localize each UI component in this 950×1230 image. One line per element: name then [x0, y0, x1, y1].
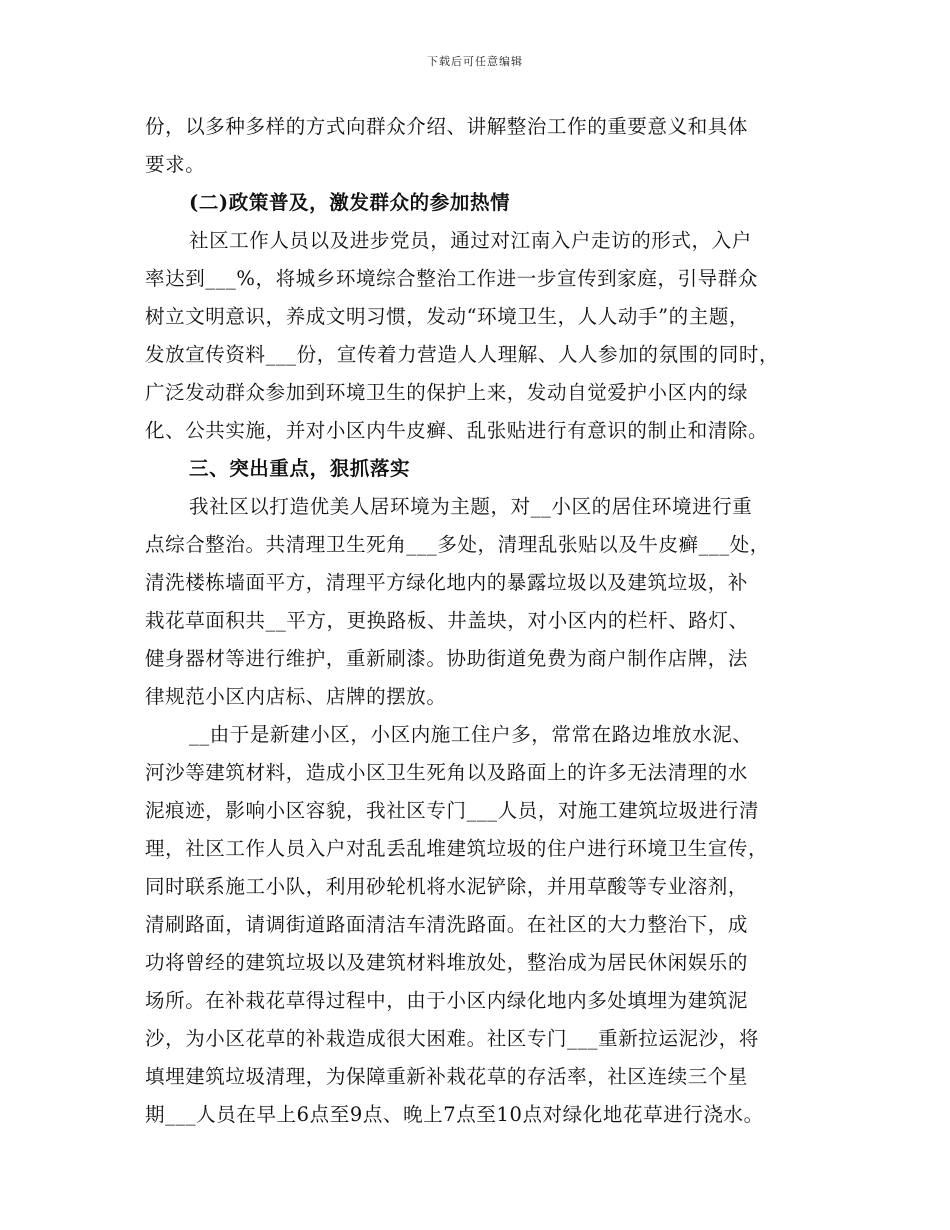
paragraph-line: 填埋建筑垃圾清理，为保障重新补栽花草的存活率，社区连续三个星	[145, 1065, 749, 1088]
paragraph-line: 发放宣传资料___份，宣传着力营造人人理解、人人参加的氛围的同时，	[145, 343, 780, 366]
paragraph-line: 功将曾经的建筑垃圾以及建筑材料堆放处，整治成为居民休闲娱乐的	[145, 951, 749, 974]
paragraph-line: 理，社区工作人员入户对乱丢乱堆建筑垃圾的住户进行环境卫生宣传，	[145, 837, 769, 860]
paragraph-line: 栽花草面积共__平方，更换路板、井盖块，对小区内的栏杆、路灯、	[145, 609, 749, 632]
section-heading: (二)政策普及，激发群众的参加热情	[189, 191, 511, 214]
paragraph-line: 律规范小区内店标、店牌的摆放。	[145, 685, 447, 708]
paragraph-line: 健身器材等进行维护，重新刷漆。协助街道免费为商户制作店牌，法	[145, 647, 749, 670]
paragraph-line: 率达到___%，将城乡环境综合整治工作进一步宣传到家庭，引导群众	[145, 267, 758, 290]
page-header: 下载后可任意编辑	[427, 55, 523, 68]
paragraph-line: 河沙等建筑材料，造成小区卫生死角以及路面上的许多无法清理的水	[145, 761, 749, 784]
paragraph-line: 社区工作人员以及进步党员，通过对江南入户走访的形式，入户	[189, 229, 752, 252]
paragraph-line: 树立文明意识，养成文明习惯，发动“环境卫生，人人动手”的主题，	[145, 305, 750, 328]
paragraph-line: 清刷路面，请调街道路面清洁车清洗路面。在社区的大力整治下，成	[145, 913, 749, 936]
paragraph-line: 点综合整治。共清理卫生死角___多处，清理乱张贴以及牛皮癣___处，	[145, 533, 770, 556]
paragraph-line: 场所。在补栽花草得过程中，由于小区内绿化地内多处填埋为建筑泥	[145, 989, 749, 1012]
paragraph-line: 要求。	[145, 153, 206, 176]
paragraph-line: 化、公共实施，并对小区内牛皮癣、乱张贴进行有意识的制止和清除。	[145, 419, 769, 442]
paragraph-line: 泥痕迹，影响小区容貌，我社区专门___人员，对施工建筑垃圾进行清	[145, 799, 759, 822]
paragraph-line: 清洗楼栋墙面平方，清理平方绿化地内的暴露垃圾以及建筑垃圾，补	[145, 571, 749, 594]
paragraph-line: 我社区以打造优美人居环境为主题，对__小区的居住环境进行重	[189, 495, 753, 518]
paragraph-line: 份，以多种多样的方式向群众介绍、讲解整治工作的重要意义和具体	[145, 115, 749, 138]
paragraph-line: 同时联系施工小队，利用砂轮机将水泥铲除，并用草酸等专业溶剂，	[145, 875, 749, 898]
paragraph-line: __由于是新建小区，小区内施工住户多，常常在路边堆放水泥、	[189, 723, 753, 746]
paragraph-line: 沙，为小区花草的补栽造成很大困难。社区专门___重新拉运泥沙，将	[145, 1027, 759, 1050]
document-body	[145, 108, 825, 1134]
paragraph-line: 期___人员在早上6点至9点、晚上7点至10点对绿化地花草进行浇水。	[145, 1103, 764, 1126]
paragraph-line: 广泛发动群众参加到环境卫生的保护上来，发动自觉爱护小区内的绿	[145, 381, 749, 404]
section-heading: 三、突出重点，狠抓落实	[189, 457, 411, 480]
